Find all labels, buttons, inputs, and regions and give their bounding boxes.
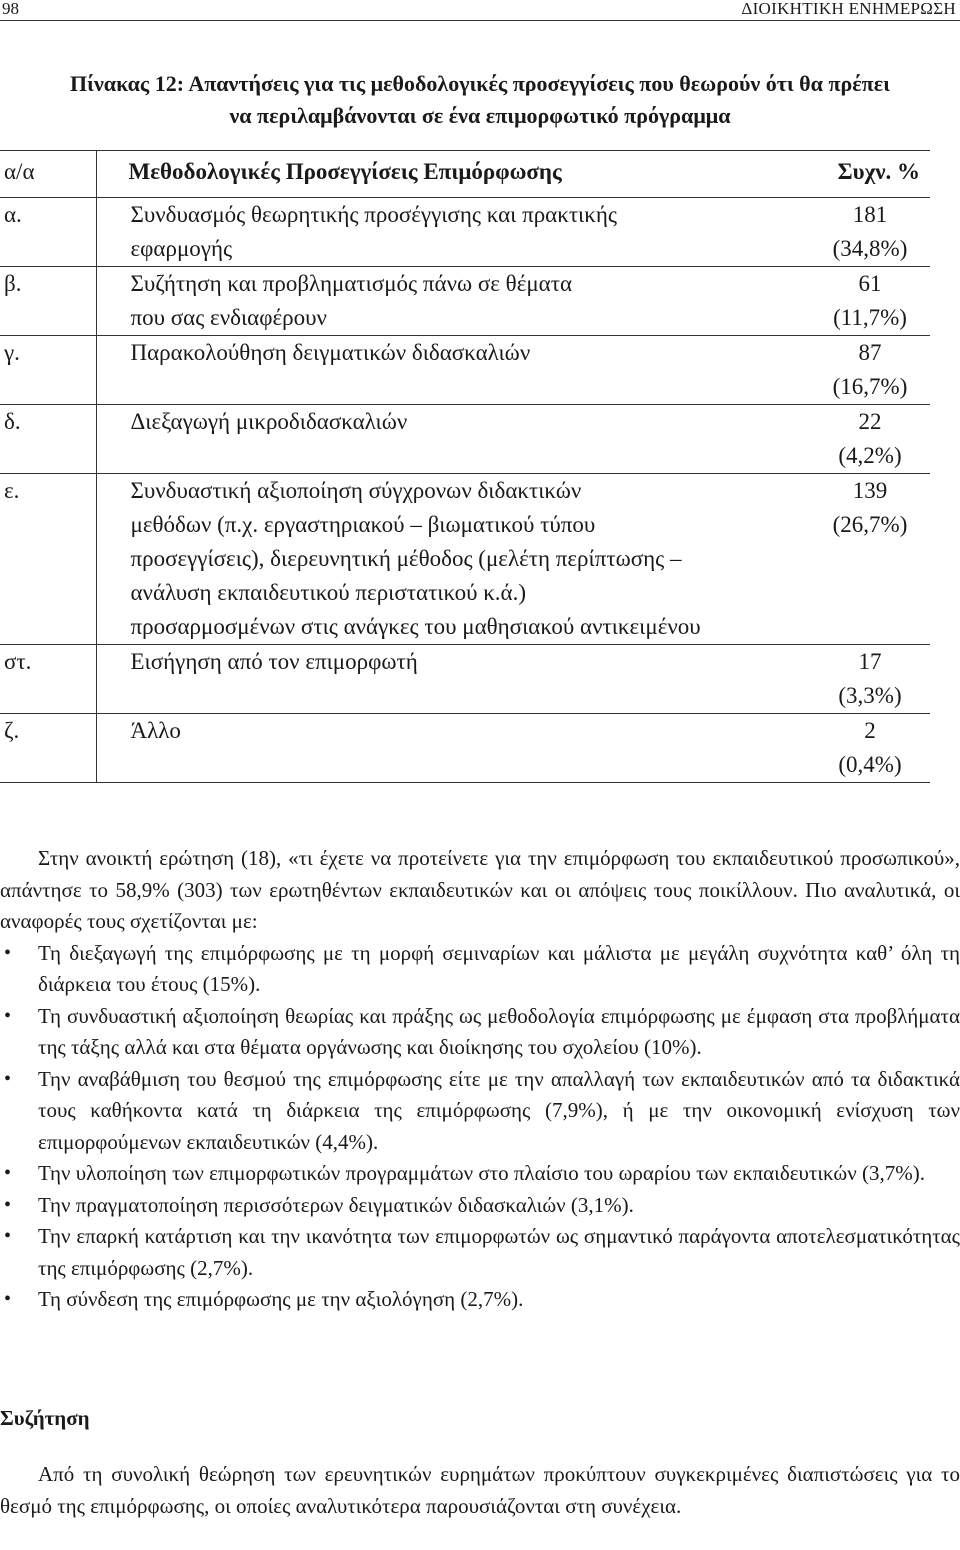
row-frequency <box>810 474 930 645</box>
row-text-line: Συνδυαστική αξιοποίηση σύγχρονων διδακτικών <box>130 478 582 503</box>
table-caption <box>0 68 960 132</box>
page-number: 98 <box>2 0 19 18</box>
closing-text <box>0 1459 960 1522</box>
row-text-line: προσαρμοσμένων στις ανάγκες του μαθησιακού αντικειμένου <box>130 614 701 639</box>
row-frequency <box>810 267 930 336</box>
row-percent: (4,2%) <box>838 443 902 468</box>
list-item-text: Την πραγματοποίηση περισσότερων δειγματικών διδασκαλιών (3,1%). <box>38 1192 634 1217</box>
row-frequency <box>810 198 930 267</box>
section-heading: Συζήτηση <box>0 1406 90 1430</box>
intro-paragraph: Στην ανοικτή ερώτηση (18), «τι έχετε να προτείνετε για την επιμόρφωση του εκπαιδευτικού προσωπικού», απάντησε το 58,9% (303) των ερωτηθέντων εκπαιδευτικών και οι απόψεις τους ποικίλλουν. Πιο αναλυτικά, οι αναφορές τους σχετίζονται με: <box>0 846 960 933</box>
row-text-line: προσεγγίσεις), διερευνητική μέθοδος (μελέτη περίπτωσης – <box>130 546 682 571</box>
row-frequency <box>810 645 930 714</box>
row-index: β. <box>0 267 96 336</box>
row-text-line: που σας ενδιαφέρουν <box>130 305 327 330</box>
row-percent: (26,7%) <box>832 512 908 537</box>
row-text-line: Διεξαγωγή μικροδιδασκαλιών <box>130 409 408 434</box>
table-row <box>0 405 930 474</box>
table-row <box>0 336 930 405</box>
table-row <box>0 267 930 336</box>
table-row <box>0 714 930 783</box>
list-item-text: Τη διεξαγωγή της επιμόρφωσης με τη μορφή σεμιναρίων και μάλιστα με μεγάλη συχνότητα καθ’ όλη τη διάρκεια του έτους (15%). <box>38 940 960 996</box>
row-index: στ. <box>0 645 96 714</box>
row-text-line: Συνδυασμός θεωρητικής προσέγγισης και πρακτικής <box>130 202 617 227</box>
row-count: 22 <box>858 409 882 434</box>
row-index: γ. <box>0 336 96 405</box>
body-text <box>0 843 960 1316</box>
row-frequency <box>810 336 930 405</box>
col-header-index: α/α <box>0 151 96 198</box>
list-item <box>0 1284 960 1316</box>
row-text-line: μεθόδων (π.χ. εργαστηριακού – βιωματικού τύπου <box>130 512 596 537</box>
list-item <box>0 1190 960 1222</box>
row-description <box>96 198 810 267</box>
row-count: 139 <box>852 478 888 503</box>
row-count: 181 <box>852 202 888 227</box>
list-item <box>0 1158 960 1190</box>
table-header-row <box>0 151 930 198</box>
row-index: δ. <box>0 405 96 474</box>
row-index: α. <box>0 198 96 267</box>
row-count: 2 <box>864 718 876 743</box>
list-item <box>0 1064 960 1159</box>
row-description <box>96 645 810 714</box>
bullet-icon: • <box>4 1225 12 1247</box>
bullet-icon: • <box>4 941 12 964</box>
findings-list <box>0 938 960 1316</box>
running-header <box>0 0 960 21</box>
list-item-text: Την αναβάθμιση του θεσμού της επιμόρφωσης είτε με την απαλλαγή των εκπαιδευτικών από τα διδακτικά τους καθήκοντα κατά τη διάρκεια της επιμόρφωσης (7,9%), ή με την οικονομική ενίσχυση των επιμορφούμενων εκπαιδευτικών (4,4%). <box>38 1066 960 1154</box>
row-text-line: εφαρμογής <box>130 236 233 261</box>
list-item-text: Τη σύνδεση της επιμόρφωσης με την αξιολόγηση (2,7%). <box>38 1287 524 1311</box>
row-description <box>96 267 810 336</box>
row-text-line: Συζήτηση και προβληματισμός πάνω σε θέματα <box>130 271 573 296</box>
row-count: 87 <box>858 340 882 365</box>
row-description <box>96 714 810 783</box>
col-header-method: Μεθοδολογικές Προσεγγίσεις Επιμόρφωσης <box>96 151 810 198</box>
bullet-icon: • <box>4 1067 12 1090</box>
row-description <box>96 474 810 645</box>
list-item <box>0 1001 960 1064</box>
bullet-icon: • <box>4 1162 12 1184</box>
list-item-text: Την υλοποίηση των επιμορφωτικών προγραμμάτων στο πλαίσιο του ωραρίου των εκπαιδευτικών (3,7%). <box>38 1161 925 1185</box>
row-count: 61 <box>858 271 882 296</box>
row-frequency <box>810 714 930 783</box>
row-percent: (3,3%) <box>838 683 902 708</box>
table-row <box>0 474 930 645</box>
row-description <box>96 405 810 474</box>
methods-table <box>0 150 930 783</box>
row-index: ε. <box>0 474 96 645</box>
row-description <box>96 336 810 405</box>
row-text-line: Παρακολούθηση δειγματικών διδασκαλιών <box>130 340 531 365</box>
row-percent: (0,4%) <box>838 752 902 777</box>
row-text-line: ανάλυση εκπαιδευτικού περιστατικού κ.ά.) <box>130 580 527 605</box>
bullet-icon: • <box>4 1004 12 1027</box>
closing-paragraph: Από τη συνολική θεώρηση των ερευνητικών ευρημάτων προκύπτουν συγκεκριμένες διαπιστώσεις για το θεσμό της επιμόρφωσης, οι οποίες αναλυτικότερα παρουσιάζονται στη συνέχεια. <box>0 1462 960 1518</box>
row-text-line: Άλλο <box>130 718 181 743</box>
list-item-text: Τη συνδυαστική αξιοποίηση θεωρίας και πράξης ως μεθοδολογία επιμόρφωσης με έμφαση στα προβλήματα της τάξης αλλά και στα θέματα οργάνωσης και διοίκησης του σχολείου (10%). <box>38 1003 960 1059</box>
list-item <box>0 1221 960 1284</box>
row-count: 17 <box>858 649 882 674</box>
list-item-text: Την επαρκή κατάρτιση και την ικανότητα των επιμορφωτών ως σημαντικό παράγοντα αποτελεσματικότητας της επιμόρφωσης (2,7%). <box>38 1224 960 1280</box>
row-index: ζ. <box>0 714 96 783</box>
row-percent: (16,7%) <box>832 374 908 399</box>
table-row <box>0 645 930 714</box>
row-text-line: Εισήγηση από τον επιμορφωτή <box>130 649 418 674</box>
list-item <box>0 938 960 1001</box>
col-header-frequency: Συχν. % <box>810 151 930 198</box>
bullet-icon: • <box>4 1193 12 1216</box>
bullet-icon: • <box>4 1288 12 1310</box>
table-row <box>0 198 930 267</box>
row-frequency <box>810 405 930 474</box>
journal-title: ΔΙΟΙΚΗΤΙΚΗ ΕΝΗΜΕΡΩΣΗ <box>741 0 956 18</box>
row-percent: (34,8%) <box>832 236 908 261</box>
table-caption-line-2: να περιλαμβάνονται σε ένα επιμορφωτικό πρόγραμμα <box>229 103 731 128</box>
table-caption-line-1: Πίνακας 12: Απαντήσεις για τις μεθοδολογικές προσεγγίσεις που θεωρούν ότι θα πρέπει <box>70 71 890 96</box>
row-percent: (11,7%) <box>833 305 907 330</box>
